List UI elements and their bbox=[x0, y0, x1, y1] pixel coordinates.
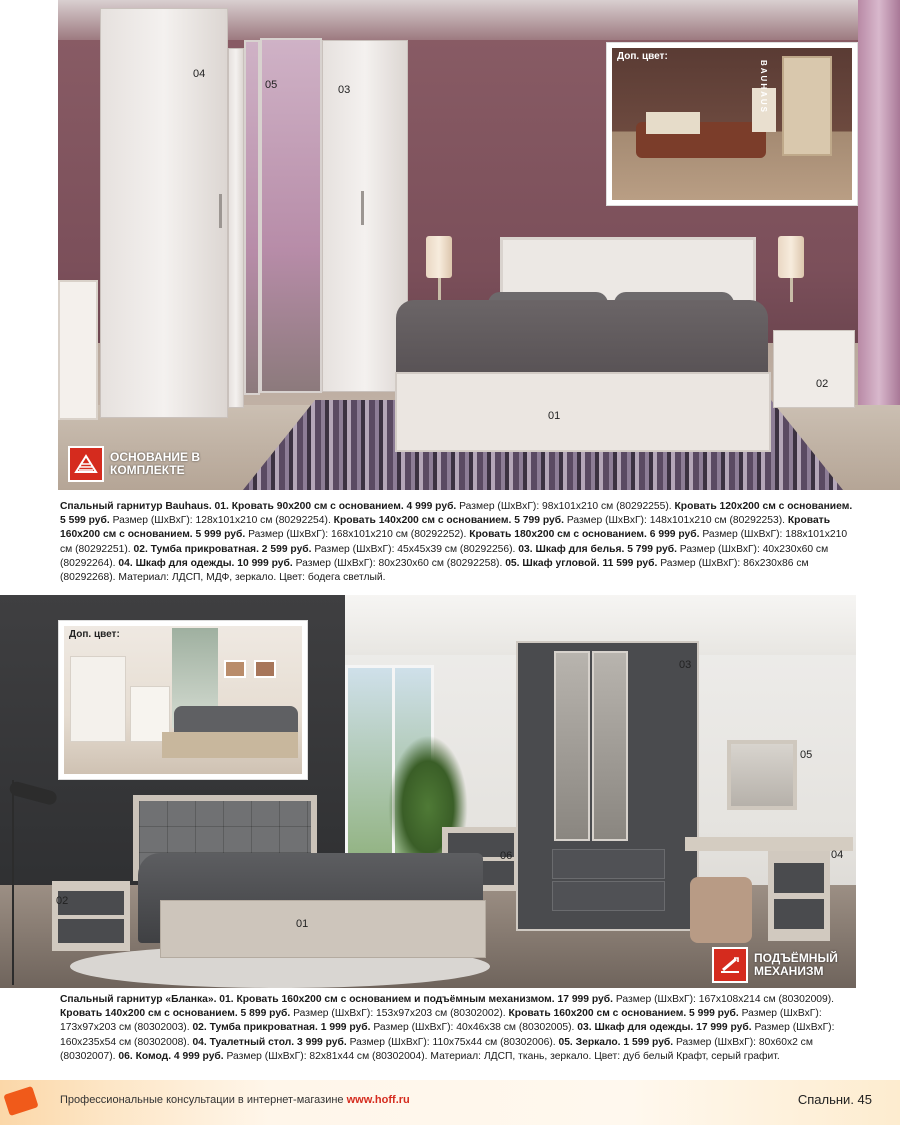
dressing-table-04 bbox=[685, 837, 853, 851]
description-segment: 02. Тумба прикроватная. 1 999 руб. bbox=[192, 1022, 371, 1034]
description-segment: Размер (ШхВхГ): 128x101x210 см (80292254). bbox=[109, 515, 334, 527]
badge-text: ОСНОВАНИЕ В КОМПЛЕКТЕ bbox=[110, 450, 201, 477]
wardrobe-mirror bbox=[554, 651, 590, 841]
inset-headboard bbox=[646, 112, 700, 134]
item-number-02: 02 bbox=[56, 895, 69, 907]
nightstand-02 bbox=[773, 330, 855, 408]
description-segment: 06. Комод. 4 999 руб. bbox=[118, 1050, 224, 1062]
description-segment: Размер (ШхВхГ): 153x97x203 см (80302002). bbox=[290, 1008, 509, 1020]
corner-mirror-left bbox=[244, 40, 260, 395]
hoff-logo-icon bbox=[3, 1086, 38, 1116]
description-segment: Размер (ШхВхГ): 40x46x38 см (80302005). bbox=[370, 1022, 578, 1034]
bed-blanket bbox=[396, 300, 768, 380]
description-segment: Размер (ШхВхГ): 148x101x210 см (80292253). bbox=[563, 515, 788, 527]
item-number-06: 06 bbox=[500, 850, 513, 862]
item-number-04: 04 bbox=[193, 68, 206, 80]
corner-wardrobe-05-mirror bbox=[260, 38, 322, 393]
inset-wardrobe bbox=[782, 56, 832, 156]
color-variant-inset-2 bbox=[59, 621, 307, 779]
description-segment: Размер (ШхВхГ): 160x235x54 см (80302008). bbox=[60, 1022, 835, 1048]
lamp-stem bbox=[438, 278, 441, 302]
lift-mechanism-icon bbox=[712, 947, 748, 983]
base-included-badge bbox=[68, 446, 206, 482]
description-segment: Размер (ШхВхГ): 40x230x60 см (80292264). bbox=[60, 543, 829, 569]
item-number-05: 05 bbox=[800, 749, 813, 761]
item-number-04: 04 bbox=[831, 849, 844, 861]
item-number-02: 02 bbox=[816, 378, 829, 390]
inset-wardrobe bbox=[70, 656, 126, 742]
window-curtain bbox=[858, 0, 900, 440]
description-segment: Размер (ШхВхГ): 110x75x44 см (80302006). bbox=[346, 1036, 559, 1048]
handle bbox=[361, 191, 364, 225]
handle bbox=[219, 194, 222, 228]
description-segment: 03. Шкаф для белья. 5 799 руб. bbox=[518, 543, 677, 555]
description-segment: 03. Шкаф для одежды. 17 999 руб. bbox=[577, 1022, 752, 1034]
mirror-05 bbox=[727, 740, 797, 810]
badge-text: ПОДЪЁМНЫЙ МЕХАНИЗМ bbox=[754, 951, 838, 978]
description-segment: Спальный гарнитур Bauhaus. 01. Кровать 90х200 см с основанием. 4 999 руб. bbox=[60, 501, 457, 512]
item-number-01: 01 bbox=[548, 410, 561, 422]
description-segment: Размер (ШхВхГ): 86x230x86 см (80292268). Материал: ЛДСП, МДФ, зеркало. Цвет: бодега светлый. bbox=[60, 557, 809, 584]
item-number-05: 05 bbox=[265, 79, 278, 91]
pouf bbox=[690, 877, 752, 943]
easel-picture bbox=[58, 280, 98, 420]
description-segment: Размер (ШхВхГ): 82x81x44 см (80302004). Материал: ЛДСП, ткань, зеркало. Цвет: дуб белый Крафт, серый графит. bbox=[223, 1050, 780, 1062]
lamp-left bbox=[426, 236, 452, 278]
inset-label: Доп. цвет: bbox=[69, 629, 120, 640]
description-segment: Размер (ШхВхГ): 45x45x39 см (80292256). bbox=[311, 543, 519, 555]
item-number-03: 03 bbox=[679, 659, 692, 671]
wardrobe-side bbox=[228, 48, 244, 408]
description-segment: Размер (ШхВхГ): 80x60x2 см (80302007). bbox=[60, 1036, 813, 1062]
wardrobe-drawer bbox=[552, 849, 665, 879]
description-segment: Размер (ШхВхГ): 167x108x214 см (80302009). bbox=[612, 994, 835, 1005]
floor-lamp bbox=[12, 780, 14, 985]
nightstand-02 bbox=[52, 881, 130, 951]
description-segment: Размер (ШхВхГ): 80x230x60 см (80292258). bbox=[292, 557, 506, 569]
description-segment: Размер (ШхВхГ): 188x101x210 см (80292251). bbox=[60, 529, 848, 555]
description-segment: Размер (ШхВхГ): 173x97x203 см (80302003). bbox=[60, 1008, 822, 1034]
description-segment: 04. Шкаф для одежды. 10 999 руб. bbox=[118, 557, 293, 569]
bed-base-icon bbox=[68, 446, 104, 482]
lamp-right bbox=[778, 236, 804, 278]
lift-mechanism-badge bbox=[712, 947, 846, 983]
description-segment: Кровать 160х200 см с основанием. 5 999 руб. bbox=[508, 1008, 739, 1020]
description-segment: Кровать 140х200 см с основанием. 5 899 руб. bbox=[60, 1008, 291, 1020]
consultation-text: Профессиональные консультации в интернет-магазине bbox=[60, 1094, 347, 1106]
wardrobe-04 bbox=[100, 8, 228, 418]
wardrobe-mirror bbox=[592, 651, 628, 841]
description-segment: 05. Шкаф угловой. 11 599 руб. bbox=[505, 557, 658, 569]
inset-picture bbox=[224, 660, 246, 678]
inset-bed-frame bbox=[162, 732, 298, 758]
lamp-stem bbox=[790, 278, 793, 302]
page-footer bbox=[0, 1080, 900, 1125]
color-variant-inset bbox=[607, 43, 857, 205]
website-link[interactable]: www.hoff.ru bbox=[346, 1094, 410, 1106]
item-number-01: 01 bbox=[296, 918, 309, 930]
drawer bbox=[774, 899, 824, 929]
description-segment: Кровать 160х200 см с основанием. 5 999 руб. bbox=[60, 515, 831, 541]
description-segment: Спальный гарнитур «Бланка». 01. Кровать 160х200 см с основанием и подъёмным механизмом. 17 999 руб. bbox=[60, 994, 613, 1005]
drawer bbox=[58, 919, 124, 943]
inset-label: Доп. цвет: bbox=[617, 51, 668, 62]
description-segment: Кровать 140х200 см с основанием. 5 799 руб. bbox=[333, 515, 564, 527]
consultation-note bbox=[60, 1094, 410, 1106]
inset-photo bbox=[64, 626, 302, 774]
description-segment: Кровать 120х200 см с основанием. 5 599 руб. bbox=[60, 501, 853, 527]
description-segment: 02. Тумба прикроватная. 2 599 руб. bbox=[133, 543, 312, 555]
bauhaus-description bbox=[60, 500, 860, 585]
blanka-description bbox=[60, 993, 860, 1064]
description-segment: Размер (ШхВхГ): 98x101x210 см (80292255). bbox=[456, 501, 675, 512]
dressing-table-cabinet bbox=[768, 851, 830, 941]
description-segment: Кровать 180х200 см с основанием. 6 999 руб. bbox=[469, 529, 700, 541]
description-segment: 05. Зеркало. 1 599 руб. bbox=[558, 1036, 674, 1048]
drawer bbox=[774, 863, 824, 893]
wardrobe-drawer bbox=[552, 881, 665, 911]
item-number-03: 03 bbox=[338, 84, 351, 96]
bed-frame-01 bbox=[160, 900, 486, 958]
inset-photo bbox=[612, 48, 852, 200]
inset-brand: BAUHAUS bbox=[759, 60, 768, 114]
page-number: Спальни. 45 bbox=[797, 1092, 872, 1107]
inset-picture bbox=[254, 660, 276, 678]
wardrobe-03 bbox=[516, 641, 699, 931]
description-segment: 04. Туалетный стол. 3 999 руб. bbox=[192, 1036, 347, 1048]
description-segment: Размер (ШхВхГ): 168x101x210 см (80292252). bbox=[245, 529, 470, 541]
bed-frame-01 bbox=[395, 372, 771, 452]
